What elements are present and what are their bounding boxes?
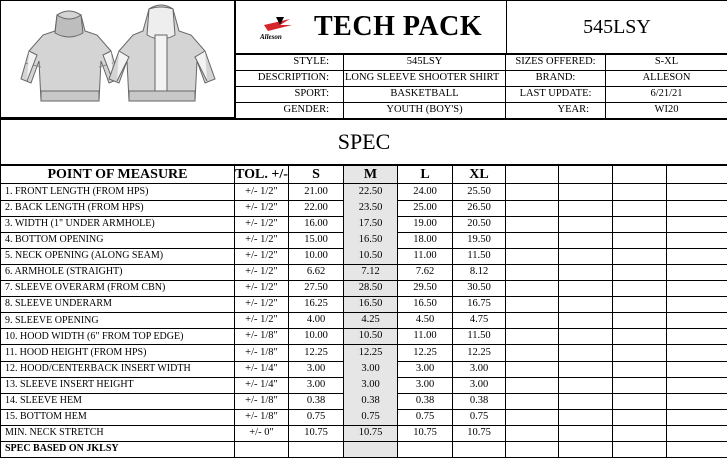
size-l-cell: 11.00: [398, 248, 453, 265]
size-m-cell: 0.38: [344, 393, 398, 410]
header-tolerance: TOL. +/-: [235, 166, 289, 184]
header-empty: [667, 166, 727, 184]
sport-label: SPORT:: [236, 87, 344, 103]
empty-cell: [506, 281, 559, 298]
brand-label: BRAND:: [506, 71, 606, 87]
empty-cell: [559, 393, 613, 410]
size-xl-cell: 25.50: [453, 184, 506, 201]
header-point-of-measure: POINT OF MEASURE: [1, 166, 235, 184]
size-m-cell: 28.50: [344, 281, 398, 298]
empty-cell: [667, 409, 727, 426]
empty-cell: [613, 361, 667, 378]
brand-value: ALLESON: [606, 71, 727, 87]
point-of-measure-cell: 13. SLEEVE INSERT HEIGHT: [1, 377, 235, 394]
empty-cell: [506, 409, 559, 426]
empty-cell: [506, 297, 559, 314]
empty-cell: [506, 329, 559, 346]
empty-cell: [506, 345, 559, 362]
tolerance-cell: +/- 1/8": [235, 345, 289, 362]
title-bar: [236, 0, 506, 54]
empty-cell: [613, 216, 667, 233]
empty-cell: [667, 361, 727, 378]
empty-cell: [613, 409, 667, 426]
point-of-measure-cell: 15. BOTTOM HEM: [1, 409, 235, 426]
size-xl-cell: 3.00: [453, 361, 506, 378]
size-s-cell: 3.00: [289, 377, 344, 394]
empty-cell: [559, 297, 613, 314]
point-of-measure-cell: 6. ARMHOLE (STRAIGHT): [1, 265, 235, 282]
empty-cell: [667, 313, 727, 330]
tolerance-cell: +/- 1/8": [235, 329, 289, 346]
empty-cell: [559, 248, 613, 265]
spec-note: SPEC BASED ON JKLSY: [1, 442, 235, 458]
empty-cell: [613, 184, 667, 201]
empty-cell: [506, 313, 559, 330]
empty-cell: [559, 184, 613, 201]
tolerance-cell: +/- 1/2": [235, 232, 289, 249]
tolerance-cell: +/- 1/2": [235, 281, 289, 298]
empty-cell: [613, 393, 667, 410]
empty-cell: [453, 442, 506, 458]
size-m-cell: 22.50: [344, 184, 398, 201]
empty-cell: [667, 393, 727, 410]
tolerance-cell: +/- 1/2": [235, 297, 289, 314]
tolerance-cell: +/- 1/2": [235, 200, 289, 217]
style-label: STYLE:: [236, 55, 344, 71]
empty-cell: [559, 426, 613, 443]
point-of-measure-cell: 9. SLEEVE OPENING: [1, 313, 235, 330]
sketch-panel: [0, 0, 236, 118]
size-xl-cell: 16.75: [453, 297, 506, 314]
empty-cell: [667, 200, 727, 217]
empty-cell: [506, 232, 559, 249]
size-s-cell: 12.25: [289, 345, 344, 362]
empty-cell: [667, 281, 727, 298]
size-xl-cell: 10.75: [453, 426, 506, 443]
description-value: LONG SLEEVE SHOOTER SHIRT: [344, 71, 506, 87]
empty-cell: [667, 248, 727, 265]
tolerance-cell: +/- 1/2": [235, 216, 289, 233]
empty-cell: [506, 216, 559, 233]
empty-cell: [667, 216, 727, 233]
point-of-measure-cell: 12. HOOD/CENTERBACK INSERT WIDTH: [1, 361, 235, 378]
size-m-cell: 3.00: [344, 377, 398, 394]
empty-cell: [506, 426, 559, 443]
point-of-measure-cell: 1. FRONT LENGTH (FROM HPS): [1, 184, 235, 201]
empty-cell: [613, 345, 667, 362]
empty-cell: [559, 329, 613, 346]
empty-cell: [559, 442, 613, 458]
tolerance-cell: +/- 1/2": [235, 265, 289, 282]
size-xl-cell: 19.50: [453, 232, 506, 249]
empty-cell: [559, 377, 613, 394]
size-m-cell: 7.12: [344, 265, 398, 282]
empty-cell: [559, 409, 613, 426]
header-size-s: S: [289, 166, 344, 184]
size-l-cell: 7.62: [398, 265, 453, 282]
spec-table: [0, 164, 727, 458]
empty-cell: [667, 329, 727, 346]
brand-logo: [258, 11, 298, 43]
size-l-cell: 3.00: [398, 377, 453, 394]
point-of-measure-cell: 3. WIDTH (1" UNDER ARMHOLE): [1, 216, 235, 233]
tolerance-cell: +/- 0": [235, 426, 289, 443]
empty-cell: [613, 248, 667, 265]
empty-cell: [506, 377, 559, 394]
size-xl-cell: 4.75: [453, 313, 506, 330]
size-m-cell: 23.50: [344, 200, 398, 217]
gender-value: YOUTH (BOY'S): [344, 103, 506, 119]
empty-cell: [506, 265, 559, 282]
size-m-cell: 10.50: [344, 329, 398, 346]
size-l-cell: 3.00: [398, 361, 453, 378]
empty-cell: [344, 442, 398, 458]
size-l-cell: 19.00: [398, 216, 453, 233]
empty-cell: [667, 377, 727, 394]
point-of-measure-cell: 14. SLEEVE HEM: [1, 393, 235, 410]
size-s-cell: 21.00: [289, 184, 344, 201]
empty-cell: [506, 361, 559, 378]
size-s-cell: 16.00: [289, 216, 344, 233]
size-m-cell: 16.50: [344, 297, 398, 314]
tolerance-cell: +/- 1/8": [235, 393, 289, 410]
update-value: 6/21/21: [606, 87, 727, 103]
size-s-cell: 27.50: [289, 281, 344, 298]
back-garment-sketch: [109, 5, 215, 101]
size-l-cell: 10.75: [398, 426, 453, 443]
sizes-label: SIZES OFFERED:: [506, 55, 606, 71]
empty-cell: [667, 232, 727, 249]
spec-title: SPEC: [337, 129, 391, 154]
size-l-cell: 11.00: [398, 329, 453, 346]
point-of-measure-cell: 11. HOOD HEIGHT (FROM HPS): [1, 345, 235, 362]
size-m-cell: 16.50: [344, 232, 398, 249]
empty-cell: [613, 313, 667, 330]
size-s-cell: 10.75: [289, 426, 344, 443]
size-s-cell: 16.25: [289, 297, 344, 314]
description-label: DESCRIPTION:: [236, 71, 344, 87]
size-s-cell: 10.00: [289, 329, 344, 346]
size-m-cell: 10.50: [344, 248, 398, 265]
size-m-cell: 12.25: [344, 345, 398, 362]
tolerance-cell: +/- 1/4": [235, 361, 289, 378]
point-of-measure-cell: 10. HOOD WIDTH (6" FROM TOP EDGE): [1, 329, 235, 346]
sizes-value: S-XL: [606, 55, 727, 71]
sport-value: BASKETBALL: [344, 87, 506, 103]
empty-cell: [506, 442, 559, 458]
gender-label: GENDER:: [236, 103, 344, 119]
size-xl-cell: 12.25: [453, 345, 506, 362]
size-l-cell: 18.00: [398, 232, 453, 249]
size-s-cell: 10.00: [289, 248, 344, 265]
empty-cell: [559, 281, 613, 298]
tolerance-cell: +/- 1/8": [235, 409, 289, 426]
size-m-cell: 17.50: [344, 216, 398, 233]
header-size-m: M: [344, 166, 398, 184]
empty-cell: [613, 442, 667, 458]
empty-cell: [559, 232, 613, 249]
empty-cell: [667, 184, 727, 201]
update-label: LAST UPDATE:: [506, 87, 606, 103]
year-label: YEAR:: [506, 103, 606, 119]
empty-cell: [235, 442, 289, 458]
empty-cell: [613, 377, 667, 394]
tolerance-cell: +/- 1/4": [235, 377, 289, 394]
info-grid: [236, 54, 727, 118]
point-of-measure-cell: 5. NECK OPENING (ALONG SEAM): [1, 248, 235, 265]
empty-cell: [559, 200, 613, 217]
size-l-cell: 0.75: [398, 409, 453, 426]
spec-title-band: [0, 118, 727, 164]
size-xl-cell: 11.50: [453, 248, 506, 265]
empty-cell: [506, 200, 559, 217]
size-xl-cell: 26.50: [453, 200, 506, 217]
header-size-l: L: [398, 166, 453, 184]
empty-cell: [506, 248, 559, 265]
garment-sketch: [1, 1, 233, 115]
empty-cell: [398, 442, 453, 458]
size-l-cell: 16.50: [398, 297, 453, 314]
size-s-cell: 6.62: [289, 265, 344, 282]
size-xl-cell: 8.12: [453, 265, 506, 282]
empty-cell: [506, 393, 559, 410]
size-xl-cell: 0.38: [453, 393, 506, 410]
size-s-cell: 4.00: [289, 313, 344, 330]
header-empty: [506, 166, 559, 184]
year-value: WI20: [606, 103, 727, 119]
size-s-cell: 15.00: [289, 232, 344, 249]
style-value: 545LSY: [344, 55, 506, 71]
empty-cell: [289, 442, 344, 458]
size-s-cell: 0.38: [289, 393, 344, 410]
tolerance-cell: +/- 1/2": [235, 248, 289, 265]
doc-title: TECH PACK: [314, 11, 483, 42]
size-l-cell: 24.00: [398, 184, 453, 201]
empty-cell: [613, 232, 667, 249]
size-s-cell: 22.00: [289, 200, 344, 217]
style-code: 545LSY: [583, 15, 651, 38]
empty-cell: [613, 265, 667, 282]
size-m-cell: 10.75: [344, 426, 398, 443]
size-xl-cell: 3.00: [453, 377, 506, 394]
size-l-cell: 25.00: [398, 200, 453, 217]
empty-cell: [613, 281, 667, 298]
size-xl-cell: 20.50: [453, 216, 506, 233]
size-xl-cell: 11.50: [453, 329, 506, 346]
size-l-cell: 29.50: [398, 281, 453, 298]
size-s-cell: 0.75: [289, 409, 344, 426]
point-of-measure-cell: 4. BOTTOM OPENING: [1, 232, 235, 249]
header-size-xl: XL: [453, 166, 506, 184]
empty-cell: [613, 200, 667, 217]
empty-cell: [506, 184, 559, 201]
point-of-measure-cell: 2. BACK LENGTH (FROM HPS): [1, 200, 235, 217]
tolerance-cell: +/- 1/2": [235, 184, 289, 201]
point-of-measure-cell: 8. SLEEVE UNDERARM: [1, 297, 235, 314]
size-l-cell: 0.38: [398, 393, 453, 410]
empty-cell: [667, 345, 727, 362]
size-l-cell: 4.50: [398, 313, 453, 330]
style-code-box: [506, 0, 727, 54]
empty-cell: [667, 426, 727, 443]
empty-cell: [559, 216, 613, 233]
point-of-measure-cell: 7. SLEEVE OVERARM (FROM CBN): [1, 281, 235, 298]
size-m-cell: 3.00: [344, 361, 398, 378]
empty-cell: [559, 313, 613, 330]
front-garment-sketch: [21, 11, 119, 101]
brand-logo-text: Alleson: [260, 33, 282, 41]
empty-cell: [613, 297, 667, 314]
size-xl-cell: 30.50: [453, 281, 506, 298]
size-m-cell: 0.75: [344, 409, 398, 426]
size-xl-cell: 0.75: [453, 409, 506, 426]
header-empty: [613, 166, 667, 184]
empty-cell: [667, 297, 727, 314]
empty-cell: [667, 265, 727, 282]
empty-cell: [613, 426, 667, 443]
size-m-cell: 4.25: [344, 313, 398, 330]
empty-cell: [613, 329, 667, 346]
point-of-measure-cell: MIN. NECK STRETCH: [1, 426, 235, 443]
size-s-cell: 3.00: [289, 361, 344, 378]
empty-cell: [559, 265, 613, 282]
tolerance-cell: +/- 1/2": [235, 313, 289, 330]
empty-cell: [559, 345, 613, 362]
header-empty: [559, 166, 613, 184]
empty-cell: [667, 442, 727, 458]
size-l-cell: 12.25: [398, 345, 453, 362]
empty-cell: [559, 361, 613, 378]
